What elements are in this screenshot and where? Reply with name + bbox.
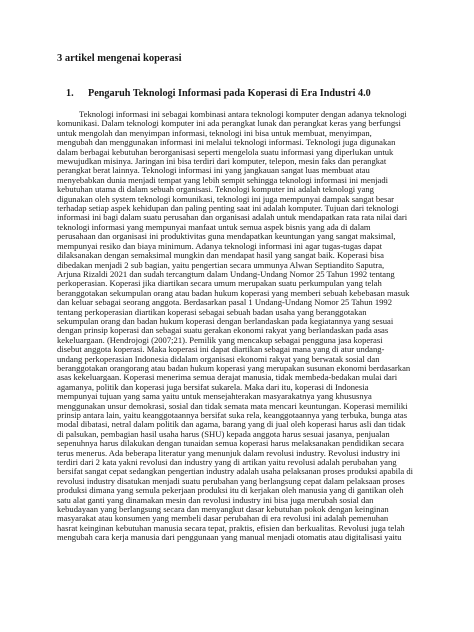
body-line: terdiri dari 2 kata yakni revolusi dan industry yang di artikan yaitu revolusi adalah perubahan yang: [57, 458, 397, 468]
body-line: perusahaan dan organisasi ini produktivitas guna mendapatkan keuntungan yang sangat maksimal,: [57, 232, 396, 242]
body-line: satu alat ganti yang dinamakan mesin dan revolusi industry ini bisa juga merubah sosial dan: [57, 495, 374, 505]
body-line: di palsukan, pembagian hasil usaha harus (SHU) kepada anggota harus sesuai jasanya, penjualan: [57, 429, 390, 439]
body-line: menyebabkan dunia menjadi tempat yang lebih sempit sehingga teknologi informasi ini menjadi: [57, 175, 389, 185]
body-line: komunikasi. Dalam teknologi komputer ini ada perangkat lunak dan perangkat keras yang berfungsi: [57, 119, 401, 129]
body-line: digunakan oleh system teknologi komunikasi, teknologi ini juga mempunyai dampak sangat besar: [57, 194, 395, 204]
section-heading-text: Pengaruh Teknologi Informasi pada Koperasi di Era Industri 4.0: [88, 88, 371, 99]
body-line: tentang perkoperasian diartikan koperasi sebagai sebuah badan usaha yang beranggotakan: [57, 307, 367, 317]
body-line: asas kekeluargaan. Koperasi menerima semua derajat manusia, tidak membeda-bedakan mulai dari: [57, 373, 398, 383]
body-line: beranggotakan orangorang atau badan hukum koperasi yang merupakan susunan ekonomi berdasarkan: [57, 363, 411, 373]
body-line: Arjuna Rizaldi 2021 dan sudah tercangtum dalam Undang-Undang Nomor 25 Tahun 1992 tentang: [57, 269, 395, 279]
document-title: 3 artikel mengenai koperasi: [57, 53, 182, 64]
body-line: kekeluargaan. (Hendrojogi (2007;21). Pemilik yang mencakup sebagai pengguna jasa koperasi: [57, 335, 383, 345]
body-line: kebudayaan yang berlangsung secara dan menyangkut dasar kebutuhan pokok dengan keinginan: [57, 505, 389, 515]
body-line: sekumpulan orang dan badan hukum koperasi dengan berlandaskan pada kegiatannya yang sesuai: [57, 316, 394, 326]
body-line: menggunakan unsur demokrasi, sosial dan tidak semata mata mencari keuntungan. Koperasi memiliki: [57, 401, 408, 411]
section-number: 1.: [66, 88, 74, 99]
body-line: prinsip antara lain, yaitu keanggotaannya bersifat suka rela, keanggotaannya yang terbuka, bunga atas: [57, 411, 408, 420]
body-line: hasrat keinginan kebutuhan manusia secara tepat, praktis, efisien dan berkualitas. Revolusi juga telah: [57, 523, 405, 533]
body-line: bersifat sangat cepat sedangkan pengertian industry adalah usaha pelaksanan proses produksi apabila di: [57, 467, 414, 477]
body-line: perangkat berat lainnya. Teknologi informasi ini yang jangkauan sangat luas membuat atau: [57, 166, 370, 176]
body-line: dibedakan menjadi 2 sub bagian, yaitu pengertian secara ummunya Alwan Septiandito Saputra,: [57, 260, 385, 270]
body-line: mengubah cara kerja manusia dari penggunaan yang manual menjadi otomatis atau digitalisasi yaitu: [57, 533, 402, 543]
body-line: informasi ini bagi dalam suatu perusahan dan organisasi adalah untuk mendapatkan rata rata nilai dari: [57, 213, 408, 223]
body-paragraph: [57, 110, 421, 543]
body-line: kebutuhan utama di dalam sebuah organisasi. Teknologi komputer ini adalah teknologi yang: [57, 185, 374, 195]
body-line: mewujudkan misinya. Jaringan ini bisa terdiri dari komputer, telepon, mesin faks dan perangkat: [57, 157, 387, 167]
body-line: sepenuhnya harus dilakukan dengan tunaidan semua koperasi harus melaksanakan pendidikan secara: [57, 439, 404, 449]
body-line: revolusi industry disatukan menjadi suatu perubahan yang berlangsung cepat dalam pelaksaan proses: [57, 476, 405, 486]
body-line: mengubah dan menggunakan informasi ini melalui teknologi informasi. Teknologi juga digunakan: [57, 138, 396, 148]
body-line: terus menerus. Ada beberapa literatur yang menunjuk dalam revolusi industry. Revolusi industry ini: [57, 448, 401, 458]
body-line: masyarakat atau konsumen yang membeli dasar perubahan di era revolusi ini adalah pemenuhan: [57, 514, 389, 524]
body-line: beranggotakan sekumpulan orang atau badan hukum koperasi yang memberi sebuah kebebasan masuk: [57, 288, 410, 298]
body-line: dalam berbagai kebutuhan berorganisasi seperti mengelola suatu informasi yang diperlukan untuk: [57, 147, 394, 157]
body-line: modal dibatasi, netral dalam politik dan agama, barang yang di jual oleh koperasi harus asli dan tidak: [57, 420, 406, 430]
section-heading: [66, 88, 371, 99]
body-line: dengan prinsip koperasi dan sebagai suatu gerakan ekonomi rakyat yang berlandaskan pada asas: [57, 326, 389, 336]
body-line: terhadap setiap aspek kehidupan dan paling penting saat ini adalah komputer. Tujuan dari teknologi: [57, 204, 399, 214]
body-line: untuk mengolah dan menyimpan informasi, teknologi ini bisa untuk membuat, menyimpan,: [57, 128, 372, 138]
body-line: undang perkoperasian Indonesia didalam organisasi ekonomi rakyat yang berwatak sosial dan: [57, 354, 380, 364]
body-line: disebut anggota koperasi. Maka koperasi ini dapat diartikan sebagai mana yang di atur undang-: [57, 345, 385, 355]
body-line: dan keluar sebagai seorang anggota. Berdasarkan pasal 1 Undang-Undang Nomor 25 Tahun 1992: [57, 298, 393, 308]
body-line: Teknologi informasi ini sebagai kombinasi antara teknologi komputer dengan adanya teknologi: [79, 110, 407, 119]
body-line: mempunyai resiko dan biaya minimum. Adanya teknologi informasi ini agar tugas-tugas dapat: [57, 241, 383, 251]
body-line: agamanya, politik dan koperasi juga bersifat sukarela. Maka dari itu, koperasi di Indonesia: [57, 382, 369, 392]
body-line: mempunyai tujuan yang sama yaitu untuk mensejahterakan masyarakatnya yang khususnya: [57, 392, 372, 402]
body-line: produksi dimana yang semula pekerjaan produksi itu di kerjakan oleh manusia yang di gantikan oleh: [57, 486, 404, 496]
body-line: perkoperasian. Koperasi jika diartikan secara umum merupakan suatu perkumpulan yang telah: [57, 279, 382, 289]
body-line: teknologi informasi yang mempunyai manfaat untuk semua aspek bisnis yang ada di dalam: [57, 222, 371, 232]
body-line: dilaksanakan dengan semaksimal mungkin dan mendapat hasil yang sangat baik. Koperasi bisa: [57, 251, 384, 261]
